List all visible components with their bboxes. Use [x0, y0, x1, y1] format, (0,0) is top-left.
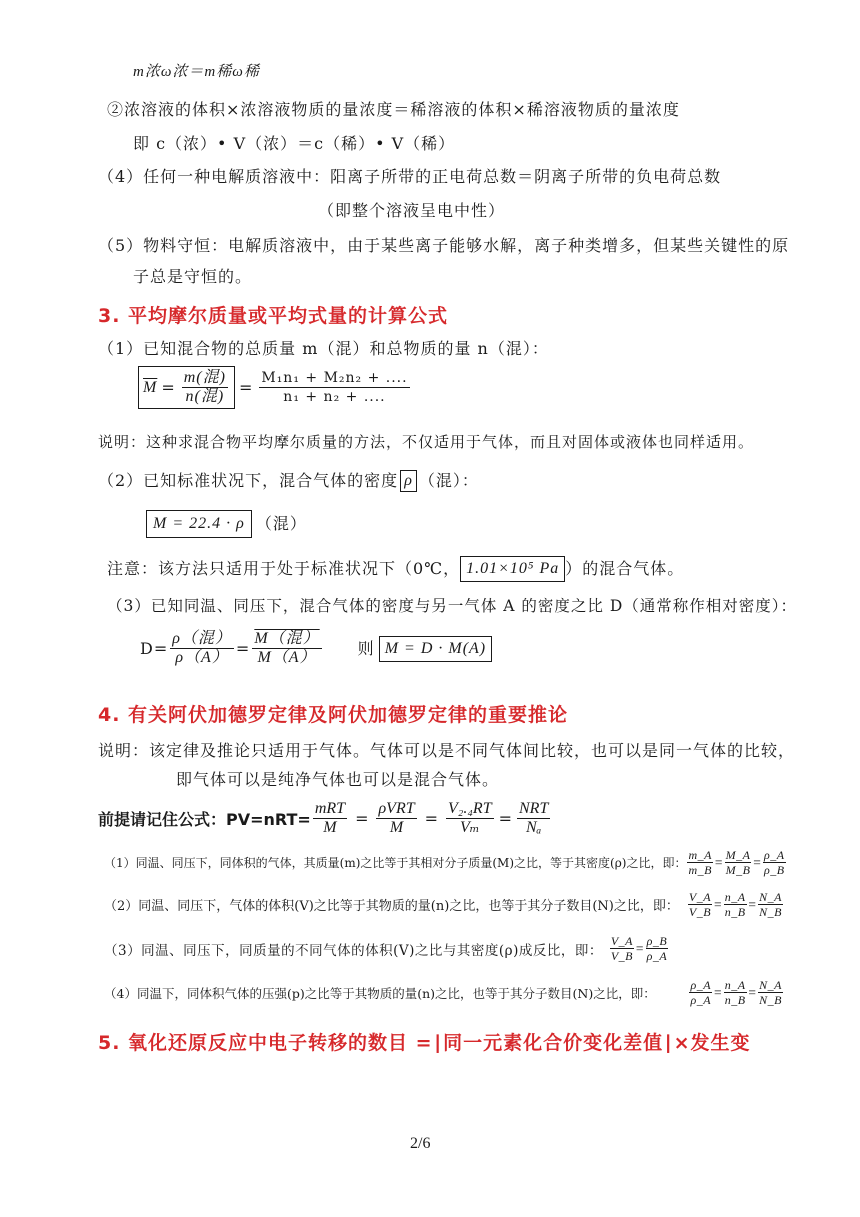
- avg-molar-mass-formula-1: $\overline{M}$ = $\frac{\text{m(混)}}{\text{n(混)}}$ = $\frac{\text{M₁n₁ + M₂n₂ + ....}}{\text{n₁ + n₂ + ....}}$: [138, 366, 412, 409]
- r1-c-num: ρ_A: [764, 848, 785, 862]
- m-mix: M（混）: [254, 630, 320, 647]
- section-3-item-1: （1）已知混合物的总质量 m（混）和总物质的量 n（混）：: [98, 339, 549, 358]
- corollary-1: （1）同温、同压下，同体积的气体，其质量(m)之比等于其相对分子质量(M)之比，等于其密度(ρ)之比，即： $\frac{m\_A}{m\_B}$ = $\frac{M\_A}{M\_B}$ = $\frac{\rho\_A}{\rho\_B}$: [104, 848, 785, 877]
- pressure-box: 1.01×10⁵ Pa: [460, 556, 565, 582]
- r2-b-num: n_A: [724, 890, 746, 904]
- r2-a-num: V_A: [688, 890, 712, 904]
- dilution-equation: 即 c（浓）• V（浓）＝c（稀）• V（稀）: [133, 134, 456, 153]
- corollary-2: （2）同温、同压下，气体的体积(V)之比等于其物质的量(n)之比，也等于其分子数目(N)之比，即： $\frac{V\_A}{V\_B}$ = $\frac{n\_A}{n\_B}$ = $\frac{N\_A}{N\_B}$: [104, 890, 782, 919]
- m-bar: $\overline{M}$: [143, 378, 158, 396]
- corollary-1-text: （1）同温、同压下，同体积的气体，其质量(m)之比等于其相对分子质量(M)之比，等于其密度(ρ)之比，即：: [104, 856, 687, 870]
- r2-c-num: N_A: [759, 890, 782, 904]
- item-2-tail: （混）：: [418, 471, 479, 490]
- avg-molar-mass-formula-2: [146, 510, 307, 538]
- r1-a-den: m_B: [688, 863, 712, 877]
- section-4-note: 说明：该定律及推论只适用于气体。气体可以是不同气体间比较，也可以是同一气体的比较，: [98, 741, 796, 760]
- r1-a-num: m_A: [688, 848, 712, 862]
- m-a: M（A）: [257, 649, 317, 666]
- corollary-2-text: （2）同温、同压下，气体的体积(V)之比等于其物质的量(n)之比，也等于其分子数目(N)之比，即：: [104, 899, 679, 914]
- material-conservation-cont: 子总是守恒的。: [133, 267, 253, 286]
- section-4-title: 4. 有关阿伏加德罗定律及阿伏加德罗定律的重要推论: [98, 704, 569, 726]
- f-n3: V₂.₄RT: [448, 800, 492, 817]
- r2-a-den: V_B: [688, 905, 712, 919]
- f-d2: M: [389, 819, 404, 836]
- section-3-title: 3. 平均摩尔质量或平均式量的计算公式: [98, 305, 449, 327]
- frac-den: n(混): [185, 388, 225, 405]
- charge-neutral-note: （即整个溶液呈电中性）: [318, 201, 506, 220]
- r3-a-num: V_A: [610, 934, 634, 948]
- sum-num: M₁n₁ + M₂n₂ + ....: [261, 370, 408, 386]
- f-n1: mRT: [314, 800, 346, 817]
- page-number: 2/6: [410, 1135, 431, 1152]
- d-label: D=: [140, 638, 169, 658]
- section-4-note-cont: 即气体可以是纯净气体也可以是混合气体。: [176, 770, 500, 789]
- f-n4: NRT: [519, 800, 549, 817]
- formula-2-tail: （混）: [255, 514, 307, 533]
- r1-b-num: M_A: [725, 848, 751, 862]
- r4-c-num: N_A: [759, 978, 782, 992]
- f-n2: ρVRT: [378, 800, 415, 817]
- r3-b-den: ρ_A: [646, 949, 668, 963]
- corollary-3: （3）同温、同压下，同质量的不同气体的体积(V)之比与其密度(ρ)成反比，即： $\frac{V\_A}{V\_B}$ = $\frac{\rho\_B}{\rho\_A}$: [104, 934, 668, 963]
- r3-a-den: V_B: [610, 949, 634, 963]
- r4-b-num: n_A: [724, 978, 746, 992]
- f-d4: Nₐ: [525, 819, 542, 836]
- section-3-item-3: （3）已知同温、同压下，混合气体的密度与另一气体 A 的密度之比 D（通常称作相对密度）：: [107, 597, 798, 615]
- item-2-text: （2）已知标准状况下，混合气体的密度: [98, 471, 399, 490]
- section-3-item-2: [98, 470, 479, 492]
- r4-a-num: ρ_A: [690, 978, 712, 992]
- f-d3: Vₘ: [460, 819, 480, 836]
- dilution-mass-formula: m浓ω浓＝m稀ω稀: [133, 64, 260, 80]
- premise-label: 前提请记住公式：PV=nRT=: [98, 810, 311, 829]
- section-3-attention: [107, 556, 684, 582]
- r3-b-num: ρ_B: [646, 934, 668, 948]
- frac-num: m(混): [183, 369, 226, 386]
- r1-c-den: ρ_B: [764, 863, 785, 877]
- relative-density-formula: D= $\frac{\text{ρ（混）}}{\rho(A)}$ = $\frac{\text{M（混）}}{M(A)}$ 则 M = D · M(A): [140, 630, 492, 667]
- attention-tail: ）的混合气体。: [565, 559, 685, 578]
- rho-mix: ρ（混）: [172, 630, 232, 647]
- rho-box: ρ: [400, 470, 417, 492]
- r4-c-den: N_B: [759, 993, 782, 1007]
- r1-b-den: M_B: [725, 863, 751, 877]
- corollary-3-text: （3）同温、同压下，同质量的不同气体的体积(V)之比与其密度(ρ)成反比，即：: [104, 942, 603, 959]
- formula-box-2: M = 22.4 · ρ: [146, 510, 252, 538]
- formula-box-3: M = D · M(A): [379, 636, 492, 662]
- section-3-note: 说明：这种求混合物平均摩尔质量的方法，不仅适用于气体，而且对固体或液体也同样适用。: [98, 433, 755, 451]
- f-d1: M: [323, 819, 337, 836]
- ideal-gas-premise: 前提请记住公式：PV=nRT= $\frac{\text{mRT}}{M}$ = $\frac{\text{ρVRT}}{M}$ = $\frac{\text{V₂.₄RT}}{\text{Vₘ}}$ = $\frac{\text{NRT}}{\text{Nₐ}}$: [98, 800, 549, 836]
- then-label: 则: [357, 638, 375, 658]
- sum-den: n₁ + n₂ + ....: [283, 389, 386, 405]
- corollary-4-text: （4）同温下，同体积气体的压强(p)之比等于其物质的量(n)之比，也等于其分子数目(N)之比，即：: [104, 985, 656, 1001]
- r4-b-den: n_B: [724, 993, 746, 1007]
- material-conservation-rule: （5）物料守恒：电解质溶液中，由于某些离子能够水解，离子种类增多，但某些关键性的原: [98, 236, 790, 255]
- rho-a: ρ（A）: [175, 649, 229, 666]
- r2-c-den: N_B: [759, 905, 782, 919]
- corollary-4: （4）同温下，同体积气体的压强(p)之比等于其物质的量(n)之比，也等于其分子数目(N)之比，即： $\frac{\rho\_A}{\rho\_A}$ = $\frac{n\_A}{n\_B}$ = $\frac{N\_A}{N\_B}$: [104, 978, 782, 1007]
- charge-conservation-rule: （4）任何一种电解质溶液中：阳离子所带的正电荷总数＝阴离子所带的负电荷总数: [98, 167, 722, 186]
- section-5-title: 5. 氧化还原反应中电子转移的数目 =∣同一元素化合价变化差值∣×发生变: [98, 1032, 751, 1054]
- r2-b-den: n_B: [724, 905, 746, 919]
- attention-text: 注意：该方法只适用于处于标准状况下（0℃，: [107, 559, 461, 578]
- formula-box: $\overline{M}$ = $\frac{\text{m(混)}}{\text{n(混)}}$: [138, 366, 235, 409]
- dilution-volume-rule: ②浓溶液的体积×浓溶液物质的量浓度＝稀溶液的体积×稀溶液物质的量浓度: [107, 100, 680, 119]
- r4-a-den: ρ_A: [690, 993, 712, 1007]
